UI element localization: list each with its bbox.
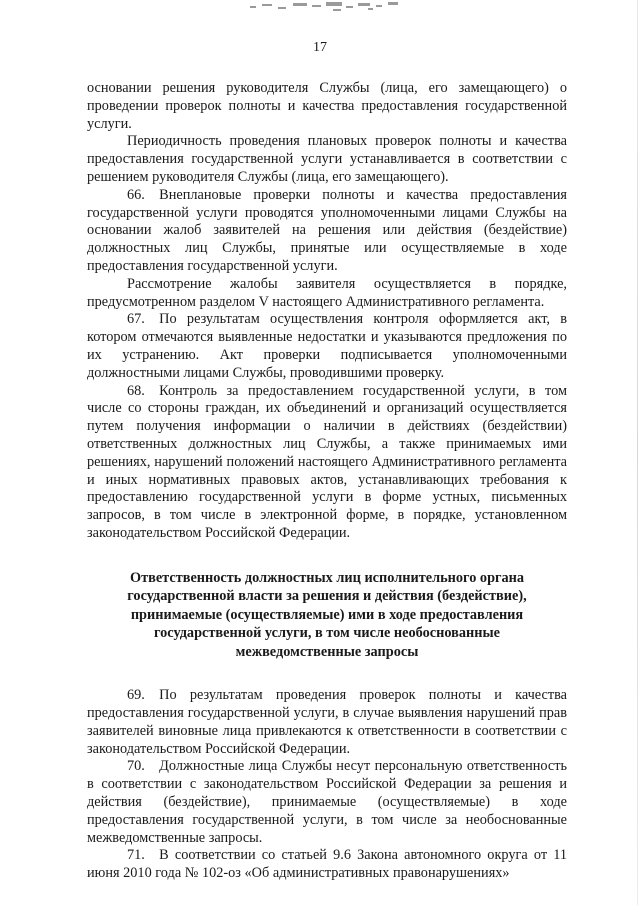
paragraph: основании решения руководителя Службы (лица, его замещающего) о проведении проверок полноты и качества предоставления государственной услуги. xyxy=(87,80,567,132)
heading-line: межведомственные запросы xyxy=(235,643,419,660)
scan-artifact-mark xyxy=(238,0,418,16)
paragraph-item-66: 66. Внеплановые проверки полноты и качества предоставления государственной услуги проводятся уполномоченными лицами Службы на основании жалоб заявителей на решения или действия (бездействие) должностных лиц Службы, принятые или осуществляемые в ходе предоставления государственной услуги. xyxy=(87,186,567,274)
section-heading xyxy=(87,569,567,662)
paragraph-item-67: 67. По результатам осуществления контроля оформляется акт, в котором отмечаются выявленные недостатки и указываются предложения по их устранению. Акт проверки подписывается уполномоченными должностными лицами Службы, проводившими проверку. xyxy=(87,311,567,381)
heading-line: Ответственность должностных лиц исполнительного органа xyxy=(129,569,525,586)
paragraph: Рассмотрение жалобы заявителя осуществляется в порядке, предусмотренном разделом V настоящего Административного регламента. xyxy=(87,275,567,310)
paragraph-item-71: 71. В соответствии со статьей 9.6 Закона автономного округа от 11 июня 2010 года № 102-оз «Об административных правонарушениях» xyxy=(87,847,567,882)
paragraph: Периодичность проведения плановых проверок полноты и качества предоставления государственной услуги устанавливается в соответствии с решением руководителя Службы (лица, его замещающего). xyxy=(87,133,567,185)
paragraph-item-68: 68. Контроль за предоставлением государственной услуги, в том числе со стороны граждан, их объединений и организаций осуществляется путем получения информации о наличии в действиях (бездействии) ответственных должностных лиц Службы, а также принимаемых ими решениях, нарушений положений настоящего Административного регламента и иных нормативных правовых актов, устанавливающих требования к предоставлению государственной услуги в форме устных, письменных запросов, в том числе в электронной форме, в порядке, установленном законодательством Российской Федерации. xyxy=(87,382,567,541)
heading-line: государственной власти за решения и действия (бездействие), xyxy=(127,588,527,605)
scan-edge-shadow xyxy=(637,0,638,905)
paragraph-item-69: 69. По результатам проведения проверок полноты и качества предоставления государственной услуги, в случае выявления нарушений прав заявителей виновные лица привлекаются к ответственности в соответствии с законодательством Российской Федерации. xyxy=(87,687,567,757)
page-number: 17 xyxy=(313,40,327,55)
heading-line: принимаемые (осуществляемые) ими в ходе предоставления xyxy=(130,606,524,623)
paragraph-item-70: 70. Должностные лица Службы несут персональную ответственность в соответствии с законодательством Российской Федерации за решения и действия (бездействие), принимаемые (осуществляемые) в ходе предоставления государственной услуги, в том числе за необоснованные межведомственные запросы. xyxy=(87,758,567,846)
heading-line: государственной услуги, в том числе необоснованные xyxy=(154,625,500,642)
document-body xyxy=(87,80,567,883)
